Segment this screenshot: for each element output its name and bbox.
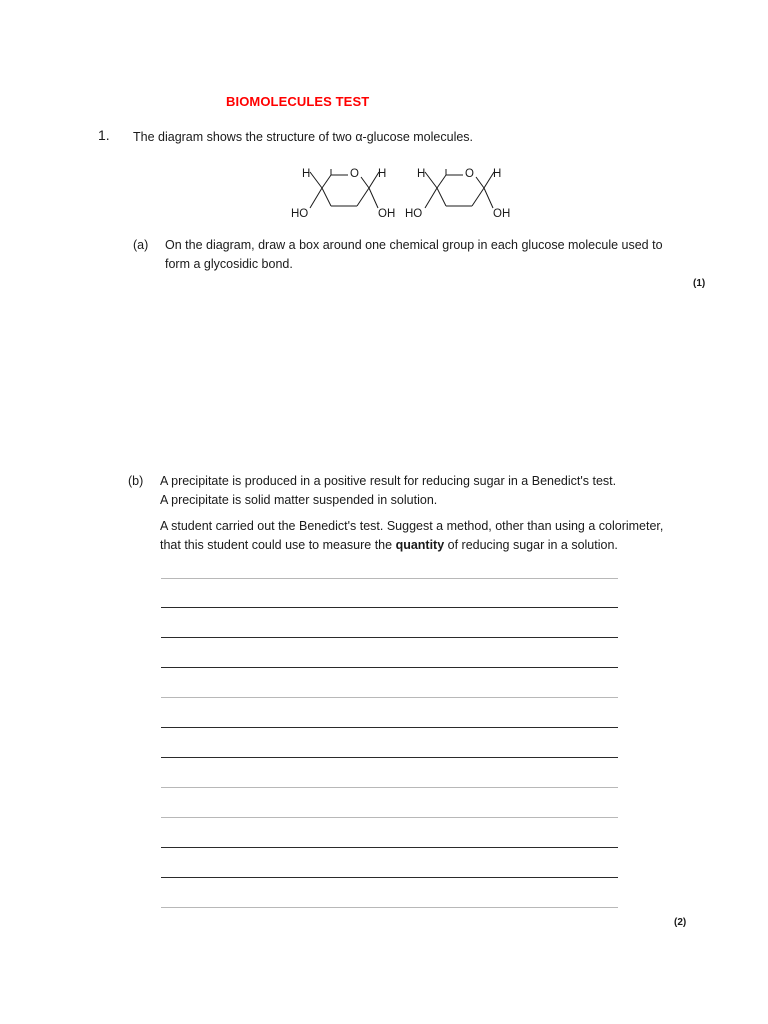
part-b-line-3: A student carried out the Benedict's test. Suggest a method, other than using a colorimeter, bbox=[160, 519, 664, 533]
part-a-text bbox=[165, 236, 663, 274]
part-b-line-1: A precipitate is produced in a positive result for reducing sugar in a Benedict's test. bbox=[160, 474, 617, 488]
part-b-line-2: A precipitate is solid matter suspended in solution. bbox=[160, 493, 438, 507]
answer-line[interactable] bbox=[161, 877, 618, 878]
molecule-2-ho: HO bbox=[405, 208, 423, 220]
quantity-emphasis: quantity bbox=[395, 538, 445, 552]
part-b-label: (b) bbox=[128, 474, 144, 488]
question-intro: The diagram shows the structure of two α-glucose molecules. bbox=[133, 130, 474, 144]
part-b-line-4-start: that this student could use to measure the bbox=[160, 538, 396, 552]
answer-line[interactable] bbox=[161, 697, 618, 698]
answer-line[interactable] bbox=[161, 667, 618, 668]
part-b-text-task bbox=[160, 517, 663, 555]
answer-line[interactable] bbox=[161, 817, 618, 818]
molecule-1-ho: HO bbox=[291, 208, 309, 220]
glucose-molecule-2 bbox=[425, 169, 494, 208]
molecule-2-ring-oxygen: O bbox=[465, 168, 474, 180]
answer-line[interactable] bbox=[161, 847, 618, 848]
molecule-1-h-right: H bbox=[378, 168, 387, 180]
molecule-1-h-left: H bbox=[302, 168, 311, 180]
answer-line[interactable] bbox=[161, 787, 618, 788]
molecule-1-ring-oxygen: O bbox=[350, 168, 359, 180]
answer-line[interactable] bbox=[161, 607, 618, 608]
part-b-marks: (2) bbox=[674, 917, 687, 928]
question-number: 1. bbox=[98, 127, 110, 143]
part-b-line-4 bbox=[160, 536, 663, 555]
molecule-1-oh: OH bbox=[378, 208, 396, 220]
molecule-2-oh: OH bbox=[493, 208, 511, 220]
answer-line[interactable] bbox=[161, 637, 618, 638]
part-a-marks: (1) bbox=[693, 278, 706, 289]
answer-line[interactable] bbox=[161, 727, 618, 728]
answer-line[interactable] bbox=[161, 578, 618, 579]
answer-line[interactable] bbox=[161, 757, 618, 758]
molecule-2-h-left: H bbox=[417, 168, 426, 180]
part-a-line-1: On the diagram, draw a box around one chemical group in each glucose molecule used to bbox=[165, 238, 663, 252]
page-title: BIOMOLECULES TEST bbox=[226, 94, 370, 109]
part-b-text-intro bbox=[160, 472, 616, 510]
part-b-line-4-end: of reducing sugar in a solution. bbox=[444, 538, 618, 552]
glucose-molecule-1 bbox=[310, 169, 379, 208]
glucose-diagram bbox=[285, 158, 525, 226]
answer-line[interactable] bbox=[161, 907, 618, 908]
molecule-2-h-right: H bbox=[493, 168, 502, 180]
part-a-line-2: form a glycosidic bond. bbox=[165, 257, 293, 271]
part-a-label: (a) bbox=[133, 238, 149, 252]
